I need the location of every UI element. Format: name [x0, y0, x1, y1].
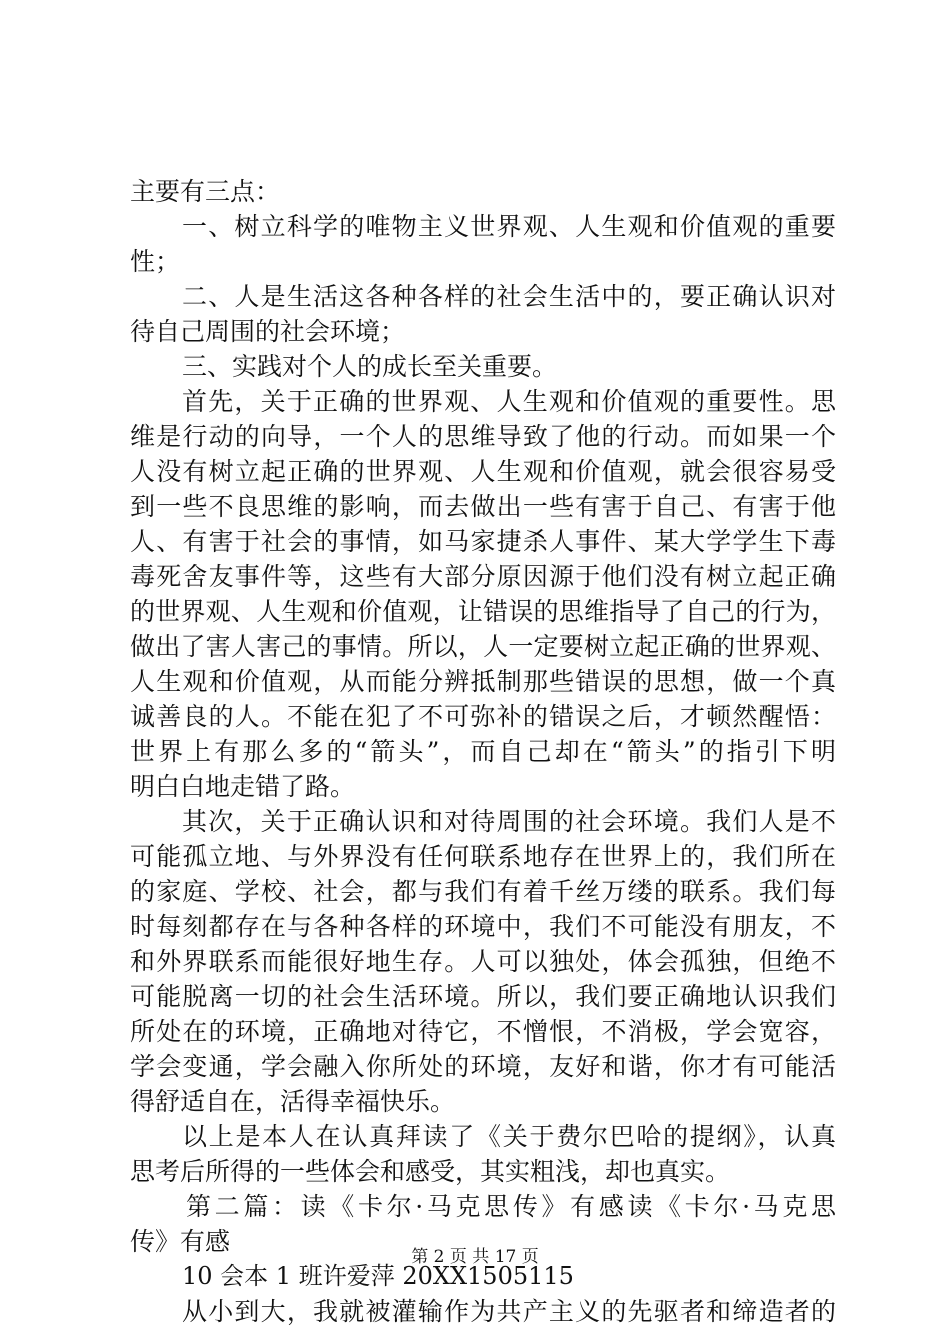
text-line: 性； — [130, 247, 181, 276]
text-line: 世界上有那么多的“箭头”，而自己却在“箭头”的指引下明 — [130, 737, 836, 766]
text-line: 明白白地走错了路。 — [130, 772, 356, 801]
text-line: 诚善良的人。不能在犯了不可弥补的错误之后，才顿然醒悟： — [130, 702, 836, 731]
author-line: 10 会本 1 班许爱萍 20XX1505115 — [182, 1262, 574, 1290]
text-line: 可能脱离一切的社会生活环境。所以，我们要正确地认识我们 — [130, 982, 836, 1011]
text-line: 的家庭、学校、社会，都与我们有着千丝万缕的联系。我们每 — [130, 877, 836, 906]
text-line: 思考后所得的一些体会和感受，其实粗浅，却也真实。 — [130, 1157, 731, 1186]
page-number-footer: 第 2 页 共 17 页 — [411, 1247, 539, 1267]
text-line: 和外界联系而能很好地生存。人可以独处，体会孤独，但绝不 — [130, 947, 836, 976]
text-line: 得舒适自在，活得幸福快乐。 — [130, 1087, 456, 1116]
text-line: 学会变通，学会融入你所处的环境，友好和谐，你才有可能活 — [130, 1052, 836, 1081]
text-line: 人没有树立起正确的世界观、人生观和价值观，就会很容易受 — [130, 457, 836, 486]
text-line: 人生观和价值观，从而能分辨抵制那些错误的思想，做一个真 — [130, 667, 836, 696]
text-line: 毒死舍友事件等，这些有大部分原因源于他们没有树立起正确 — [130, 562, 836, 591]
text-line: 主要有三点： — [130, 177, 281, 206]
text-line: 其次，关于正确认识和对待周围的社会环境。我们人是不 — [182, 807, 836, 836]
text-line: 所处在的环境，正确地对待它，不憎恨，不消极，学会宽容， — [130, 1017, 836, 1046]
document-body — [130, 174, 836, 1329]
text-line: 人、有害于社会的事情，如马家捷杀人事件、某大学学生下毒 — [130, 527, 836, 556]
text-line: 从小到大，我就被灌输作为共产主义的先驱者和缔造者的 — [182, 1297, 836, 1326]
section-heading: 第二篇：读《卡尔·马克思传》有感读《卡尔·马克思 — [186, 1192, 836, 1221]
text-line: 待自己周围的社会环境； — [130, 317, 406, 346]
text-line: 时每刻都存在与各种各样的环境中，我们不可能没有朋友，不 — [130, 912, 836, 941]
text-line: 可能孤立地、与外界没有任何联系地存在世界上的，我们所在 — [130, 842, 836, 871]
text-line: 维是行动的向导，一个人的思维导致了他的行动。而如果一个 — [130, 422, 836, 451]
section-heading-continued: 传》有感 — [130, 1227, 231, 1256]
text-line: 首先，关于正确的世界观、人生观和价值观的重要性。思 — [182, 387, 836, 416]
text-line: 一、树立科学的唯物主义世界观、人生观和价值观的重要 — [182, 212, 836, 241]
text-line: 以上是本人在认真拜读了《关于费尔巴哈的提纲》，认真 — [182, 1122, 836, 1151]
text-line: 三、实践对个人的成长至关重要。 — [182, 352, 558, 381]
text-line: 的世界观、人生观和价值观，让错误的思维指导了自己的行为， — [130, 597, 836, 626]
text-line: 做出了害人害己的事情。所以，人一定要树立起正确的世界观、 — [130, 632, 836, 661]
text-line: 到一些不良思维的影响，而去做出一些有害于自己、有害于他 — [130, 492, 836, 521]
text-line: 二、人是生活这各种各样的社会生活中的，要正确认识对 — [182, 282, 836, 311]
